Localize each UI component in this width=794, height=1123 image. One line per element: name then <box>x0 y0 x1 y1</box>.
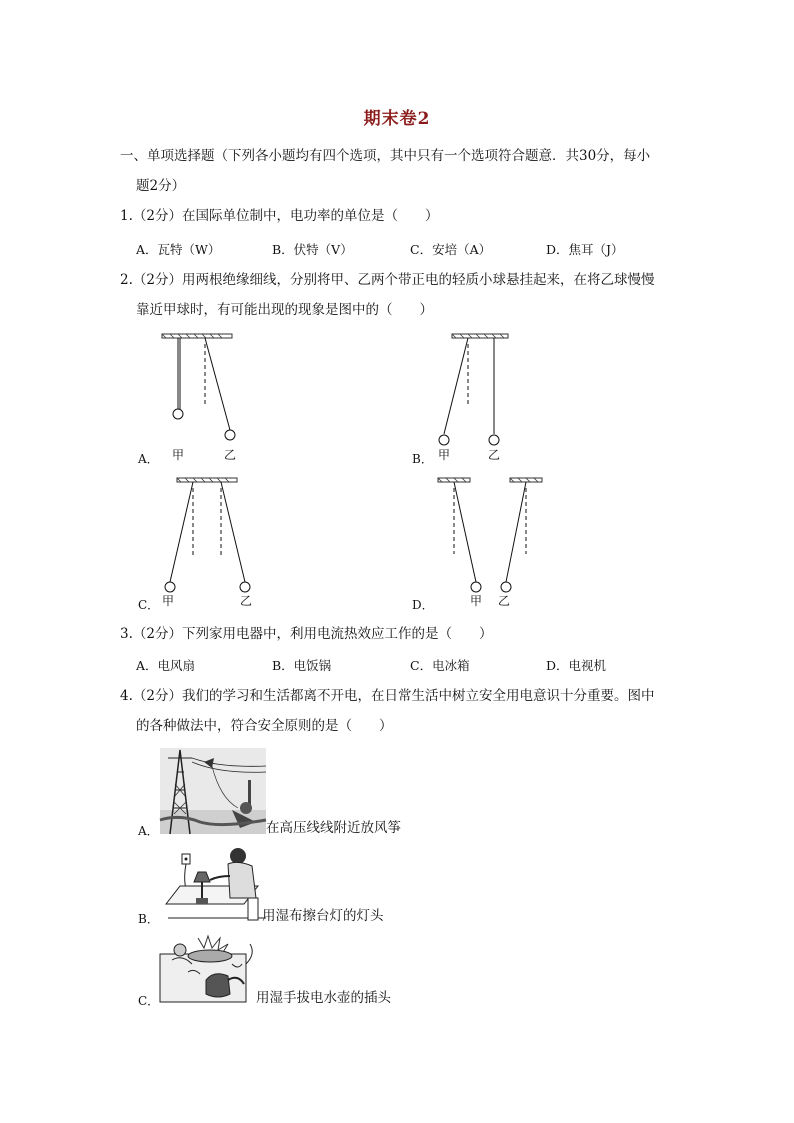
q2-figure-a <box>150 330 270 470</box>
q3-option-a[interactable]: A．电风扇 <box>136 658 196 673</box>
wet-hands-kettle-picture <box>158 934 258 1006</box>
q2-c-ball-jia: 甲 <box>162 594 175 608</box>
q2-label-b[interactable]: B． <box>412 452 433 466</box>
q4-option-c-text: 用湿手拔电水壶的插头 <box>256 990 391 1006</box>
question-2-stem-line2: 靠近甲球时，有可能出现的现象是图中的（ ） <box>136 302 433 318</box>
question-4-stem-line2: 的各种做法中，符合安全原则的是（ ） <box>136 718 393 734</box>
question-4-stem-line1: 4.（2分）我们的学习和生活都离不开电，在日常生活中树立安全用电意识十分重要。图中 <box>120 688 655 704</box>
q1-option-c[interactable]: C．安培（A） <box>410 242 492 257</box>
q2-figure-c <box>155 476 275 606</box>
q4-label-c[interactable]: C． <box>138 994 160 1008</box>
q1-option-b[interactable]: B．伏特（V） <box>272 242 353 257</box>
q2-a-ball-yi: 乙 <box>224 448 237 462</box>
q2-figure-d <box>430 476 560 606</box>
question-2-stem-line1: 2.（2分）用两根绝缘细线，分别将甲、乙两个带正电的轻质小球悬挂起来，在将乙球慢慢 <box>120 272 655 288</box>
q2-label-a[interactable]: A． <box>138 452 159 466</box>
q4-label-b[interactable]: B． <box>138 912 159 926</box>
q1-option-a[interactable]: A．瓦特（W） <box>136 242 221 257</box>
q2-b-ball-jia: 甲 <box>438 448 451 462</box>
q2-c-ball-yi: 乙 <box>240 594 253 608</box>
q4-option-b-text: 用湿布擦台灯的灯头 <box>262 908 384 924</box>
section-heading-line1: 一、单项选择题（下列各小题均有四个选项，其中只有一个选项符合题意．共30分，每小 <box>120 148 651 164</box>
page-title: 期末卷2 <box>363 109 431 129</box>
q4-option-a-text: 在高压线线附近放风筝 <box>266 820 401 836</box>
wet-cloth-lamp-picture <box>160 846 266 924</box>
q2-d-ball-yi: 乙 <box>498 594 511 608</box>
q2-b-ball-yi: 乙 <box>488 448 501 462</box>
question-1-stem: 1.（2分）在国际单位制中，电功率的单位是（ ） <box>120 208 439 224</box>
q3-option-d[interactable]: D．电视机 <box>546 658 607 673</box>
kite-powerline-picture <box>160 748 266 834</box>
q1-option-d[interactable]: D．焦耳（J） <box>546 242 624 257</box>
q2-a-ball-jia: 甲 <box>172 448 185 462</box>
question-3-stem: 3.（2分）下列家用电器中，利用电流热效应工作的是（ ） <box>120 626 493 642</box>
q4-label-a[interactable]: A． <box>138 824 159 838</box>
q2-label-d[interactable]: D． <box>412 598 434 612</box>
q3-option-c[interactable]: C．电冰箱 <box>410 658 470 673</box>
q2-label-c[interactable]: C． <box>138 598 160 612</box>
q3-option-b[interactable]: B．电饭锅 <box>272 658 332 673</box>
q2-d-ball-jia: 甲 <box>470 594 483 608</box>
section-heading-line2: 题2分） <box>136 178 186 194</box>
